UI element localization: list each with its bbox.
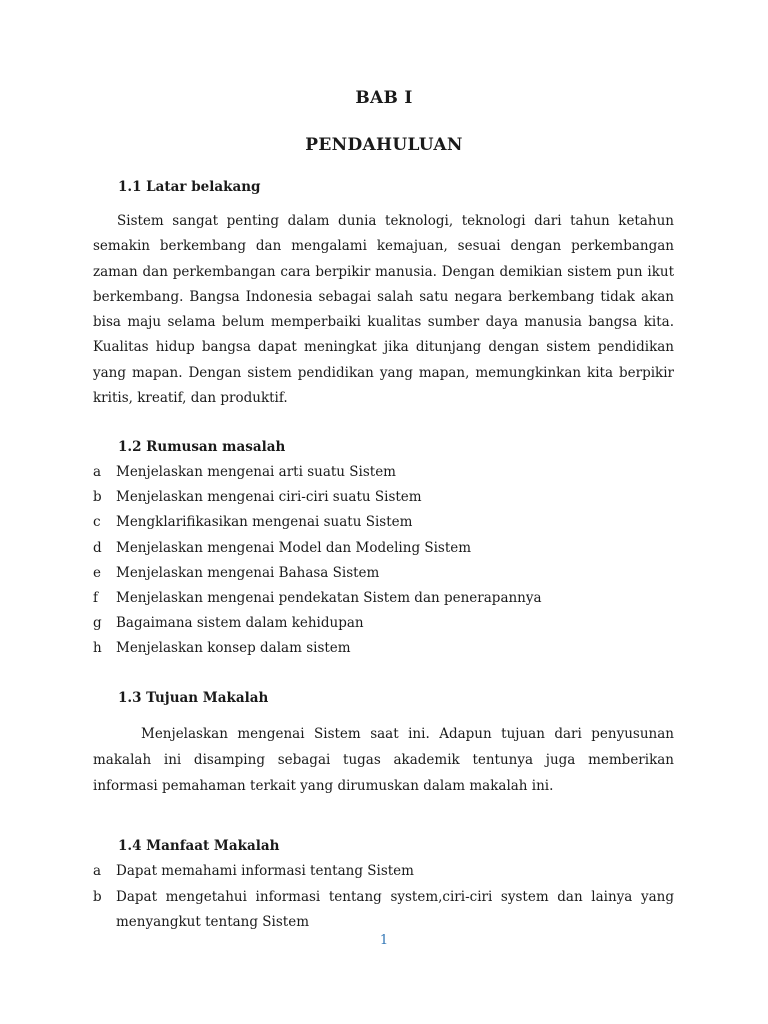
section-heading-manfaat-makalah: 1.4 Manfaat Makalah xyxy=(118,838,280,854)
list-item-text: Bagaimana sistem dalam kehidupan xyxy=(116,615,364,631)
list-item-text: Dapat memahami informasi tentang Sistem xyxy=(116,863,414,879)
list-marker: a xyxy=(93,863,102,879)
list-marker: g xyxy=(93,615,102,631)
section-heading-tujuan-makalah: 1.3 Tujuan Makalah xyxy=(118,690,269,706)
list-item-text: Menjelaskan mengenai Model dan Modeling Sistem xyxy=(116,540,472,556)
list-item xyxy=(93,536,674,561)
list-item-text: Menjelaskan mengenai Bahasa Sistem xyxy=(116,565,380,581)
list-item-text: Dapat mengetahui informasi tentang system,ciri-ciri system dan lainya yang menyangkut tentang Sistem xyxy=(116,889,674,930)
list-item xyxy=(93,611,674,636)
tujuan-makalah-paragraph: Menjelaskan mengenai Sistem saat ini. Adapun tujuan dari penyusunan makalah ini disamping sebagai tugas akademik tentunya juga memberikan informasi pemahaman terkait yang dirumuskan dalam makalah ini. xyxy=(93,726,674,794)
list-item xyxy=(93,561,674,586)
list-item-text: Menjelaskan mengenai arti suatu Sistem xyxy=(116,464,396,480)
list-item-text: Mengklarifikasikan mengenai suatu Sistem xyxy=(116,514,413,530)
list-item xyxy=(93,636,674,661)
list-item xyxy=(93,859,674,884)
list-item-text: Menjelaskan mengenai ciri-ciri suatu Sistem xyxy=(116,489,422,505)
latar-belakang-paragraph: Sistem sangat penting dalam dunia teknologi, teknologi dari tahun ketahun semakin berkembang dan mengalami kemajuan, sesuai dengan perkembangan zaman dan perkembangan cara berpikir manusia. Dengan demikian sistem pun ikut berkembang. Bangsa Indonesia sebagai salah satu negara berkembang tidak akan bisa maju selama belum memperbaiki kualitas sumber daya manusia bangsa kita. Kualitas hidup bangsa dapat meningkat jika ditunjang dengan sistem pendidikan yang mapan. Dengan sistem pendidikan yang mapan, memungkinkan kita berpikir kritis, kreatif, dan produktif. xyxy=(93,213,674,407)
list-marker: d xyxy=(93,540,102,556)
list-item xyxy=(93,586,674,611)
list-item xyxy=(93,460,674,485)
list-marker: e xyxy=(93,565,101,581)
page-number: 1 xyxy=(379,933,389,948)
list-marker: c xyxy=(93,514,101,530)
chapter-number: BAB I xyxy=(355,88,413,108)
section-heading-rumusan-masalah: 1.2 Rumusan masalah xyxy=(118,439,286,455)
list-item-text: Menjelaskan konsep dalam sistem xyxy=(116,640,351,656)
list-marker: b xyxy=(93,889,102,905)
list-marker: a xyxy=(93,464,102,480)
list-marker: b xyxy=(93,489,102,505)
list-item-text: Menjelaskan mengenai pendekatan Sistem dan penerapannya xyxy=(116,590,542,606)
section-heading-latar-belakang: 1.1 Latar belakang xyxy=(118,179,261,195)
list-item xyxy=(93,485,674,510)
chapter-title: PENDAHULUAN xyxy=(305,135,463,155)
list-item xyxy=(93,510,674,535)
list-item xyxy=(93,885,674,935)
list-marker: h xyxy=(93,640,102,656)
list-marker: f xyxy=(93,590,98,606)
